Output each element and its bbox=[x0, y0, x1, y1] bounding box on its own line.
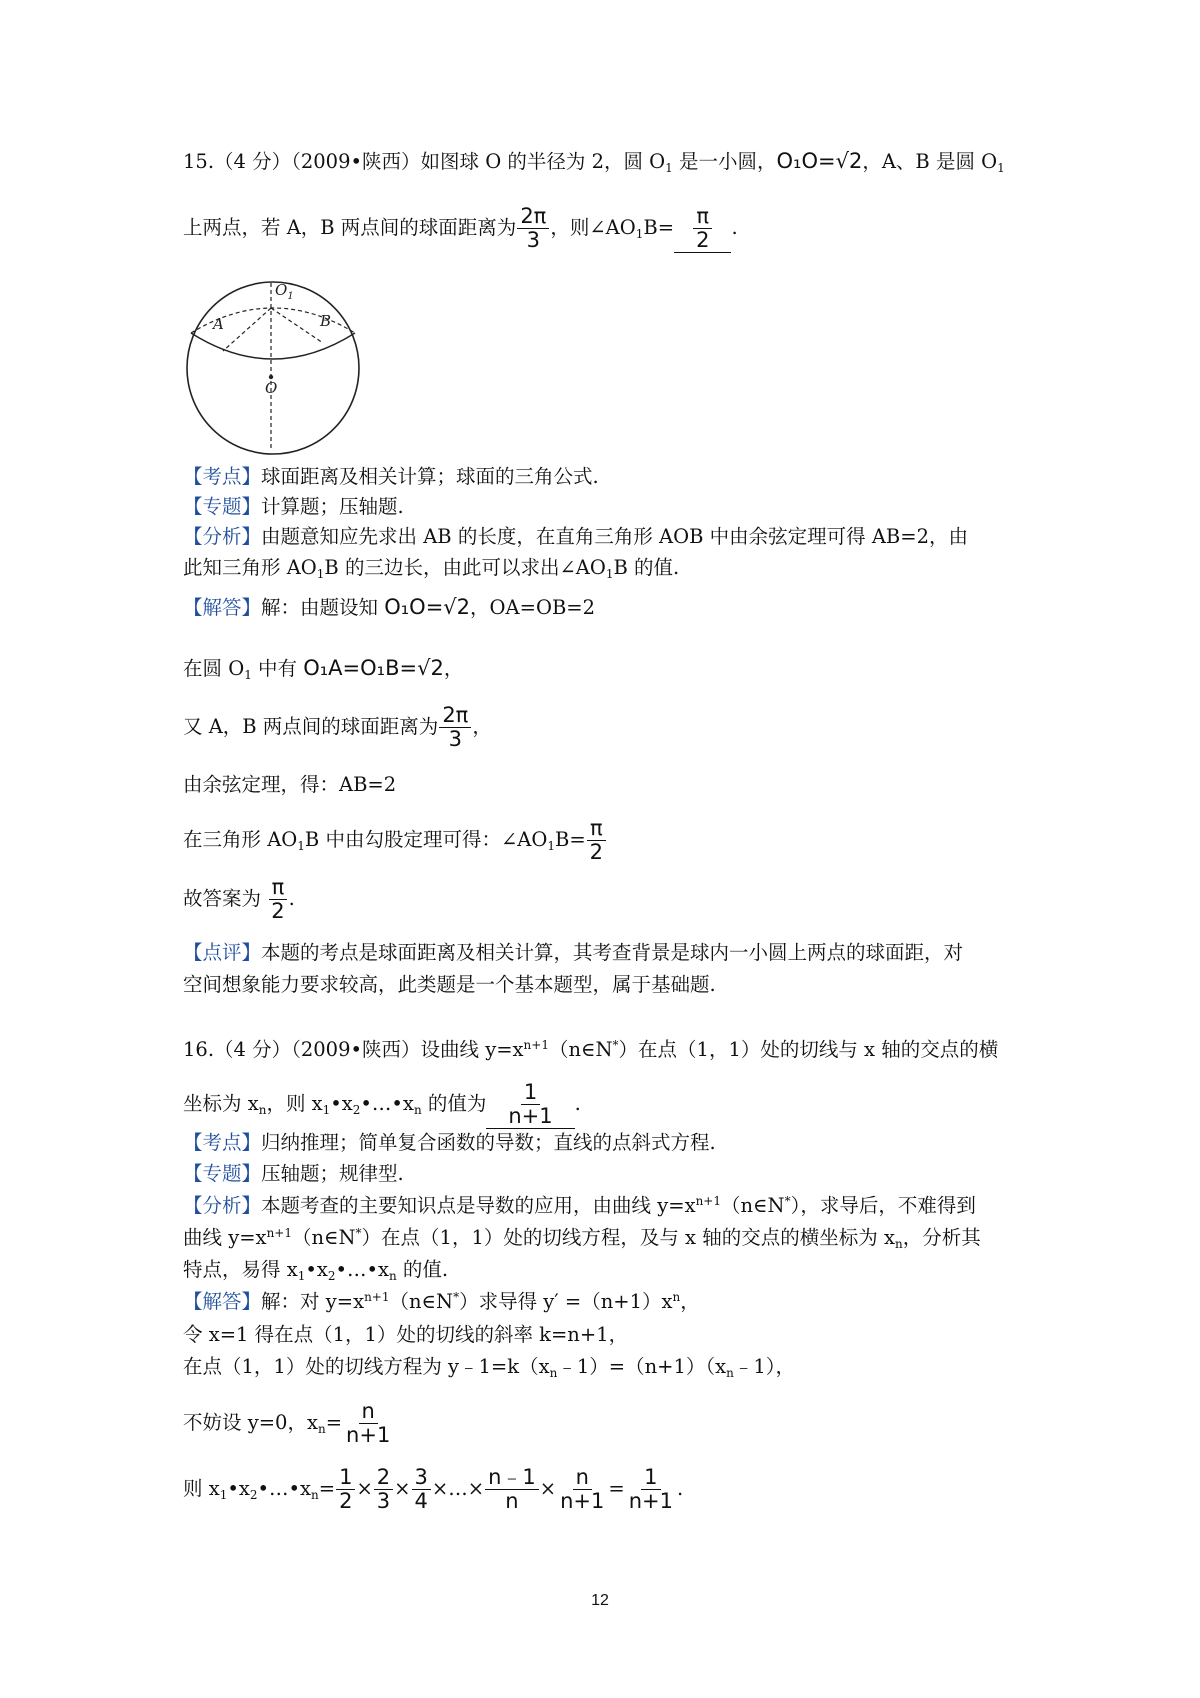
q15-fenxi: 【分析】由题意知应先求出 AB 的长度，在直角三角形 AOB 中由余弦定理可得 AB=2，由 bbox=[183, 525, 968, 548]
tag-jieda: 【解答】 bbox=[183, 596, 262, 619]
q15-dianping-line2: 空间想象能力要求较高，此类题是一个基本题型，属于基础题. bbox=[183, 973, 716, 996]
answer-blank bbox=[674, 205, 731, 253]
small-circle-front-arc bbox=[191, 333, 355, 359]
q15-jieda-line2: 在圆 $O_1$ 中有 O₁A=O₁B=√2， bbox=[183, 656, 464, 682]
q16-heading: 16.（4 分）（2009•陕西）设曲线 $y=x^{n+1}(n\in N^*)$在点（1，1）处的切线与 x 轴的交点的横 bbox=[183, 1038, 999, 1061]
q15-heading: 15.（4 分）（2009•陕西）如图球 O 的半径为 2，圆 $O_1$ 是一小圆，O₁O=√2，A、B 是圆 $O_1$ bbox=[183, 149, 1005, 175]
label-b: B bbox=[320, 312, 332, 330]
q15-jieda-line6: 故答案为 $\frac{\pi}{2}$ . bbox=[183, 875, 295, 923]
answer-pi-over-2: $\frac{\pi}{2}$ bbox=[693, 205, 712, 252]
tag-dianping: 【点评】 bbox=[183, 941, 262, 964]
q16-jieda-line2: 令 x=1 得在点（1，1）处的切线的斜率 k=n+1， bbox=[183, 1323, 629, 1346]
sphere-figure bbox=[183, 273, 363, 458]
q16-fenxi-line2: 曲线 $y=x^{n+1}(n\in N^*)$在点（1，1）处的切线方程，及与 x 轴的交点的横坐标为 $x_n$，分析其 bbox=[183, 1226, 981, 1251]
q15-jieda-line5: 在三角形 $AO_1B$ 中由勾股定理可得：$\angle AO_1B=$ $\frac{\pi}{2}$ bbox=[183, 817, 607, 864]
answer-1-over-n-plus-1: $\frac{1}{n+1}$ bbox=[508, 1080, 553, 1128]
label-a: A bbox=[213, 315, 224, 333]
q16-heading-line2: 坐标为 $x_n$，则 $x_1•x_2•\dots•x_n$ 的值为 $\frac{1}{n+1}$ . bbox=[183, 1080, 581, 1128]
tag-zhuanti: 【专题】 bbox=[183, 495, 262, 518]
q16-jieda-line3: 在点（1，1）处的切线方程为 $y﹣1=k(x_n﹣1)=(n+1)(x_n﹣1)$， bbox=[183, 1355, 796, 1380]
q16-zhuanti: 【专题】压轴题；规律型. bbox=[183, 1162, 404, 1185]
q15-jieda-line4: 由余弦定理，得：AB=2 bbox=[183, 773, 397, 796]
q16-fenxi-line3: 特点，易得 $x_1•x_2•\dots•x_n$ 的值. bbox=[183, 1258, 449, 1283]
q15-kaodian: 【考点】球面距离及相关计算；球面的三角公式. bbox=[183, 465, 599, 488]
q15-fenxi-line2: 此知三角形 $AO_1B$ 的三边长，由此可以求出$\angle AO_1B$ 的值. bbox=[183, 556, 680, 581]
segment-o1b bbox=[271, 308, 323, 343]
q15-jieda: 【解答】解：由题设知 O₁O=√2，OA=OB=2 bbox=[183, 595, 596, 619]
equation-o1o: O₁O=√2 bbox=[776, 149, 863, 173]
fraction-2pi-over-3: $\frac{2\pi}{3}$ bbox=[517, 205, 549, 252]
label-o1: $O_1$ bbox=[275, 281, 294, 302]
q16-jieda-line5: 则 $x_1•x_2•\dots•x_n=$ $\frac{1}{2}$ × $\frac{2}{3}$ × $\frac{3}{4}$ ×…× $\frac{n﹣1}{n}$ × $\frac{n}{n+1}$ = $\frac{1}{n+1}$ . bbox=[183, 1465, 684, 1513]
page-number: 12 bbox=[591, 1592, 609, 1609]
q16-jieda: 【解答】解：对 $y=x^{n+1}(n\in N^*)$求导得 $y' =(n+1)x^n$， bbox=[183, 1290, 700, 1313]
tag-kaodian: 【考点】 bbox=[183, 465, 262, 488]
q15-zhuanti: 【专题】计算题；压轴题. bbox=[183, 495, 404, 518]
q15-heading-line2: 上两点，若 A，B 两点间的球面距离为 $\frac{2\pi}{3}$ ，则$\angle AO_1B=$ $\frac{\pi}{2}$ . bbox=[183, 204, 738, 252]
label-o: O bbox=[265, 379, 278, 397]
q16-jieda-line4: 不妨设 y=0，$x_n=$ $\frac{n}{n+1}$ bbox=[183, 1399, 391, 1447]
q16-fenxi: 【分析】本题考查的主要知识点是导数的应用，由曲线 $y=x^{n+1}(n\in N^*)$，求导后，不难得到 bbox=[183, 1194, 976, 1217]
tag-fenxi: 【分析】 bbox=[183, 525, 262, 548]
answer-blank bbox=[486, 1081, 574, 1129]
q16-kaodian: 【考点】归纳推理；简单复合函数的导数；直线的点斜式方程. bbox=[183, 1131, 716, 1154]
q15-jieda-line3: 又 A，B 两点间的球面距离为 $\frac{2\pi}{3}$ ， bbox=[183, 703, 492, 751]
q15-dianping: 【点评】本题的考点是球面距离及相关计算，其考查背景是球内一小圆上两点的球面距，对 bbox=[183, 941, 964, 964]
